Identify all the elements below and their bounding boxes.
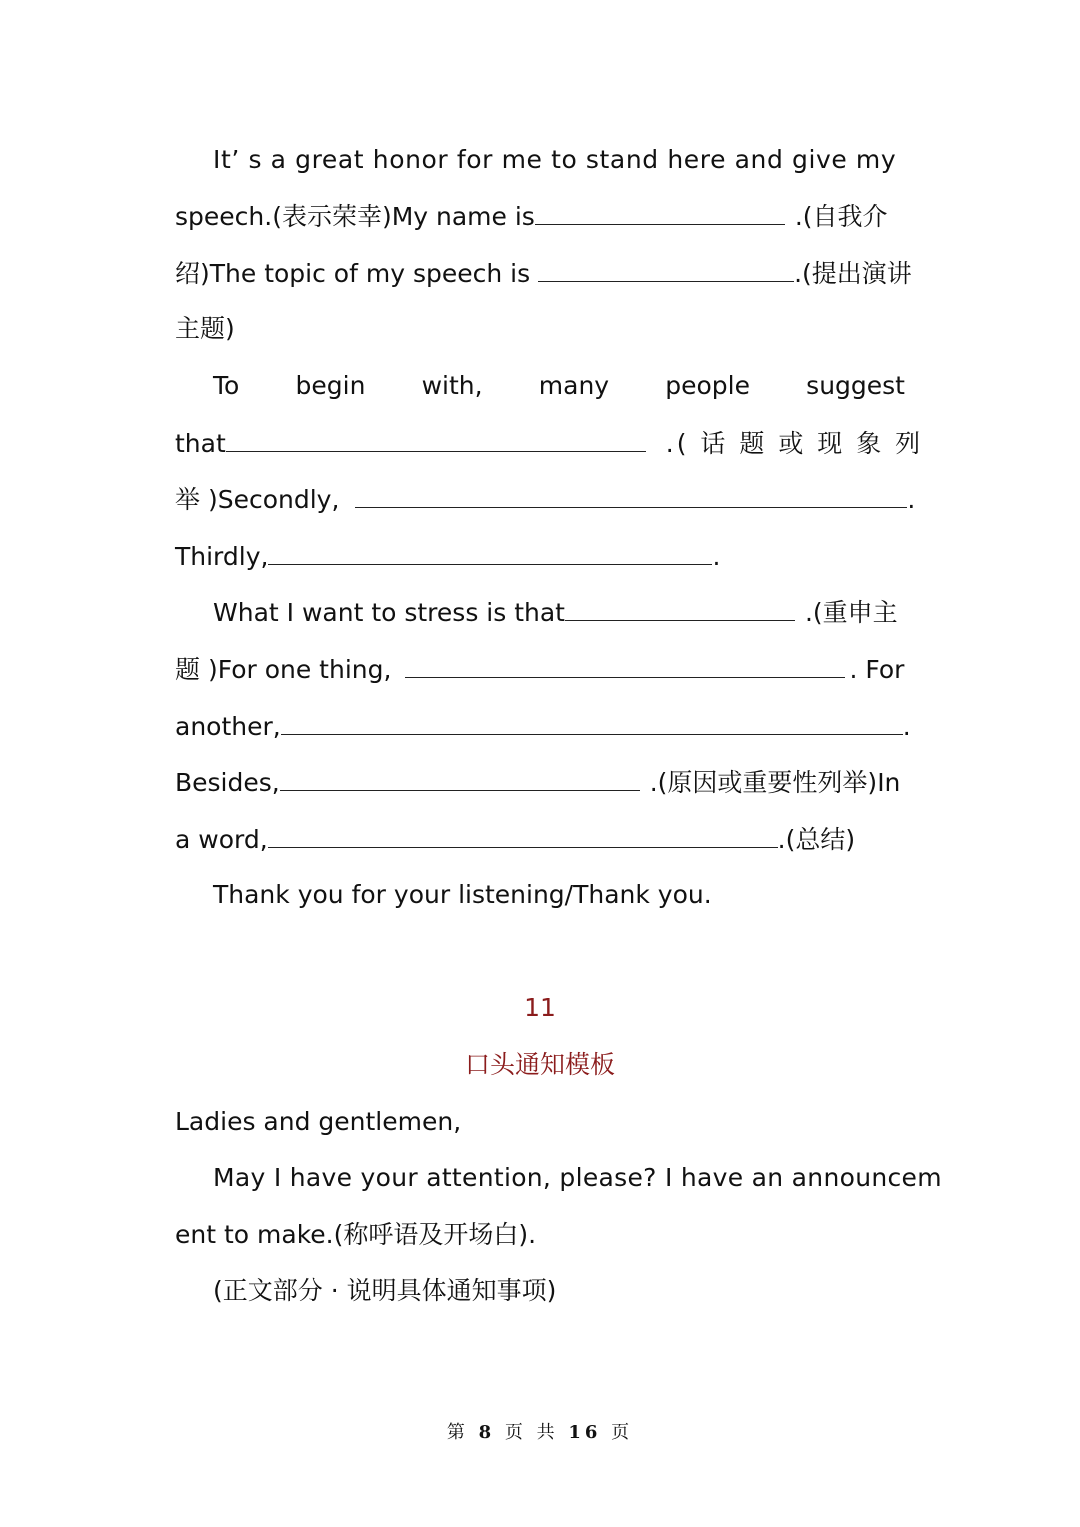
text: . bbox=[907, 485, 916, 514]
fill-blank-one-thing[interactable] bbox=[405, 651, 845, 678]
speech-line-4 bbox=[175, 311, 905, 347]
text: Thirdly, bbox=[175, 542, 269, 571]
text: .(提出演讲 bbox=[794, 259, 912, 288]
notice-line-1 bbox=[213, 1160, 942, 1196]
text: Besides, bbox=[175, 768, 280, 797]
text: . For bbox=[849, 655, 905, 684]
notice-line-2 bbox=[175, 1217, 905, 1253]
word: suggest bbox=[806, 371, 905, 400]
speech-line-12 bbox=[175, 764, 905, 801]
notice-greeting bbox=[175, 1104, 905, 1140]
text: .(重申主 bbox=[804, 598, 898, 627]
word: with, bbox=[421, 371, 483, 400]
word: many bbox=[538, 371, 610, 400]
text: . bbox=[902, 712, 911, 741]
total-page-count: 16 bbox=[568, 1422, 602, 1443]
section-number: 11 bbox=[524, 993, 556, 1022]
text: another, bbox=[175, 712, 281, 741]
text: (正文部分 · 说明具体通知事项) bbox=[213, 1276, 557, 1305]
text: .(总结) bbox=[777, 825, 856, 854]
text: Thank you for your listening/Thank you. bbox=[213, 880, 712, 909]
page-footer bbox=[0, 1418, 1080, 1444]
fill-blank-topic[interactable] bbox=[538, 255, 794, 282]
word: To bbox=[213, 371, 240, 400]
footer-text: 第 bbox=[446, 1422, 469, 1443]
text: ent to make.(称呼语及开场白). bbox=[175, 1220, 537, 1249]
text: . bbox=[712, 542, 721, 571]
word: people bbox=[665, 371, 750, 400]
speech-line-10 bbox=[175, 651, 905, 688]
fill-blank-secondly[interactable] bbox=[355, 481, 907, 508]
speech-line-11 bbox=[175, 708, 911, 745]
text: What I want to stress is that bbox=[213, 598, 565, 627]
fill-blank-in-a-word[interactable] bbox=[268, 821, 778, 848]
fill-blank-thirdly[interactable] bbox=[268, 538, 712, 565]
text: .(原因或重要性列举)In bbox=[649, 768, 901, 797]
word: begin bbox=[295, 371, 366, 400]
speech-line-13 bbox=[175, 821, 905, 858]
text: .( 话 题 或 现 象 列 bbox=[665, 429, 924, 458]
fill-blank-besides[interactable] bbox=[280, 764, 640, 791]
speech-line-14 bbox=[213, 877, 905, 913]
text: a word, bbox=[175, 825, 268, 854]
speech-line-5 bbox=[213, 368, 905, 404]
text: It’ s a great honor for me to stand here and give my bbox=[213, 145, 897, 174]
speech-line-8 bbox=[175, 538, 905, 575]
text: that bbox=[175, 429, 226, 458]
notice-line-3 bbox=[213, 1273, 905, 1309]
footer-text: 页 bbox=[611, 1422, 634, 1443]
footer-text: 页 共 bbox=[504, 1422, 559, 1443]
fill-blank-suggest[interactable] bbox=[226, 425, 646, 452]
speech-line-7 bbox=[175, 481, 916, 518]
text: 绍)The topic of my speech is bbox=[175, 259, 531, 288]
text: speech.(表示荣幸)My name is bbox=[175, 202, 535, 231]
speech-line-9 bbox=[213, 594, 905, 631]
text: May I have your attention, please? I have an announcem bbox=[213, 1163, 942, 1192]
fill-blank-another[interactable] bbox=[281, 708, 903, 735]
speech-line-3 bbox=[175, 255, 912, 292]
speech-line-6 bbox=[175, 425, 924, 462]
speech-line-2 bbox=[175, 198, 905, 235]
fill-blank-name[interactable] bbox=[535, 198, 785, 225]
text: 主题) bbox=[175, 314, 235, 343]
speech-line-1 bbox=[175, 142, 905, 178]
section-title: 口头通知模板 bbox=[464, 1050, 615, 1079]
text: 举 )Secondly, bbox=[175, 485, 340, 514]
text: Ladies and gentlemen, bbox=[175, 1107, 462, 1136]
fill-blank-stress[interactable] bbox=[565, 594, 795, 621]
text: .(自我介 bbox=[794, 202, 888, 231]
text: 题 )For one thing, bbox=[175, 655, 392, 684]
current-page-number: 8 bbox=[478, 1422, 496, 1443]
